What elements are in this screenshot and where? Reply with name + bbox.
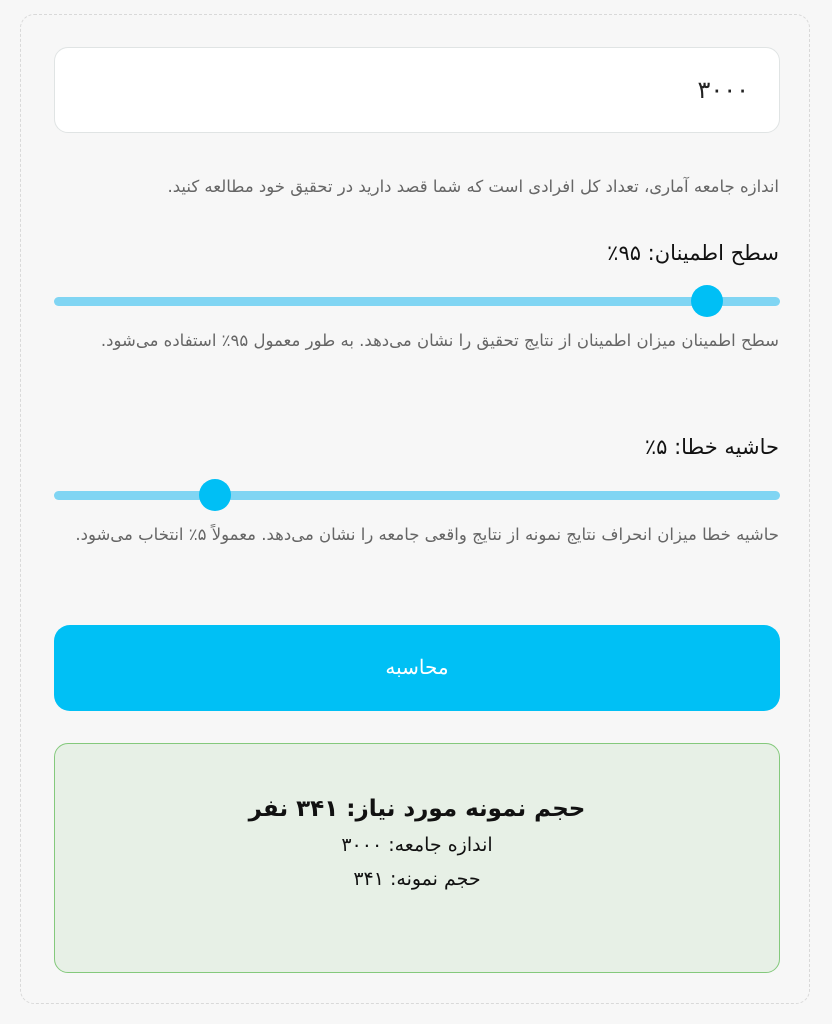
calculator-card: [20, 14, 810, 1004]
confidence-level-slider[interactable]: [54, 297, 780, 306]
result-sample-size: حجم نمونه: ۳۴۱: [353, 868, 481, 890]
margin-of-error-hint: حاشیه خطا میزان انحراف نتایج نمونه از نتایج واقعی جامعه را نشان می‌دهد. معمولاً ۵٪ انتخاب می‌شود.: [75, 525, 779, 544]
result-panel: [54, 743, 780, 973]
population-hint: اندازه جامعه آماری، تعداد کل افرادی است که شما قصد دارید در تحقیق خود مطالعه کنید.: [167, 177, 779, 196]
result-population: اندازه جامعه: ۳۰۰۰: [341, 834, 493, 856]
margin-of-error-label: حاشیه خطا: ۵٪: [644, 435, 779, 459]
margin-of-error-slider[interactable]: [54, 491, 780, 500]
result-title: حجم نمونه مورد نیاز: ۳۴۱ نفر: [248, 796, 586, 822]
population-size-input[interactable]: ۳۰۰۰: [54, 47, 780, 133]
confidence-hint: سطح اطمینان میزان اطمینان از نتایج تحقیق را نشان می‌دهد. به طور معمول ۹۵٪ استفاده می‌شود.: [100, 331, 779, 350]
confidence-slider-thumb[interactable]: [691, 285, 723, 317]
calculate-button[interactable]: محاسبه: [54, 625, 780, 711]
confidence-level-label: سطح اطمینان: ۹۵٪: [607, 241, 779, 265]
margin-slider-thumb[interactable]: [199, 479, 231, 511]
